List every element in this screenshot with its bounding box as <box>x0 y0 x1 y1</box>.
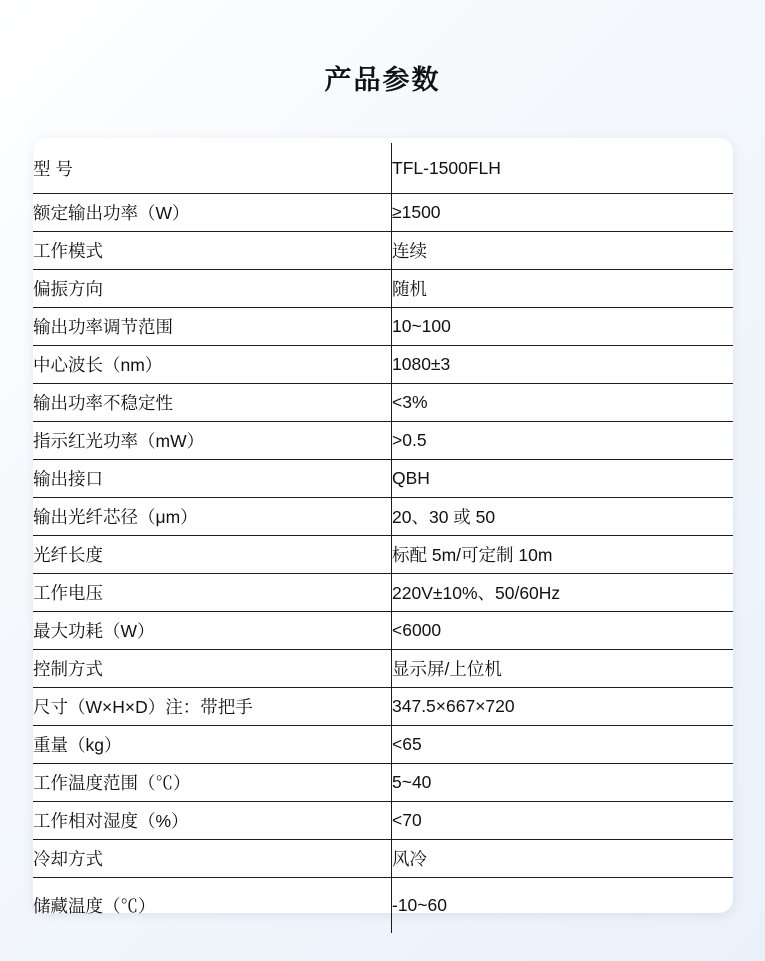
table-row <box>33 688 733 726</box>
spec-value: 连续 <box>392 232 734 270</box>
spec-name: 工作电压 <box>33 574 392 612</box>
spec-name: 输出接口 <box>33 460 392 498</box>
spec-value: TFL-1500FLH <box>392 143 734 194</box>
table-row <box>33 840 733 878</box>
table-row <box>33 308 733 346</box>
table-row <box>33 764 733 802</box>
spec-value: 220V±10%、50/60Hz <box>392 574 734 612</box>
spec-table <box>33 143 733 933</box>
table-row <box>33 460 733 498</box>
spec-name: 额定输出功率（W） <box>33 194 392 232</box>
table-row <box>33 802 733 840</box>
spec-value: 标配 5m/可定制 10m <box>392 536 734 574</box>
spec-name: 工作温度范围（℃） <box>33 764 392 802</box>
spec-value: >0.5 <box>392 422 734 460</box>
spec-value: 风冷 <box>392 840 734 878</box>
spec-value: 10~100 <box>392 308 734 346</box>
spec-name: 中心波长（nm） <box>33 346 392 384</box>
spec-value: ≥1500 <box>392 194 734 232</box>
spec-value: 随机 <box>392 270 734 308</box>
spec-value: 20、30 或 50 <box>392 498 734 536</box>
spec-value: 5~40 <box>392 764 734 802</box>
spec-value: <6000 <box>392 612 734 650</box>
spec-name: 储藏温度（℃） <box>33 878 392 934</box>
table-row <box>33 878 733 934</box>
table-row <box>33 422 733 460</box>
spec-value: <65 <box>392 726 734 764</box>
table-row <box>33 726 733 764</box>
spec-value: <3% <box>392 384 734 422</box>
page-title: 产品参数 <box>324 65 441 95</box>
spec-name: 最大功耗（W） <box>33 612 392 650</box>
table-row <box>33 650 733 688</box>
spec-name: 输出功率不稳定性 <box>33 384 392 422</box>
table-row <box>33 384 733 422</box>
spec-name: 光纤长度 <box>33 536 392 574</box>
spec-name: 型 号 <box>33 143 392 194</box>
table-row <box>33 536 733 574</box>
spec-value: <70 <box>392 802 734 840</box>
spec-name: 重量（kg） <box>33 726 392 764</box>
spec-name: 输出功率调节范围 <box>33 308 392 346</box>
spec-name: 工作模式 <box>33 232 392 270</box>
table-row <box>33 194 733 232</box>
spec-name: 控制方式 <box>33 650 392 688</box>
spec-name: 冷却方式 <box>33 840 392 878</box>
spec-value: 1080±3 <box>392 346 734 384</box>
spec-name: 尺寸（W×H×D）注：带把手 <box>33 688 392 726</box>
spec-value: QBH <box>392 460 734 498</box>
spec-name: 指示红光功率（mW） <box>33 422 392 460</box>
table-row <box>33 498 733 536</box>
spec-name: 输出光纤芯径（μm） <box>33 498 392 536</box>
spec-name: 偏振方向 <box>33 270 392 308</box>
table-row <box>33 612 733 650</box>
spec-name: 工作相对湿度（%） <box>33 802 392 840</box>
table-row <box>33 143 733 194</box>
table-row <box>33 270 733 308</box>
spec-value: -10~60 <box>392 895 447 915</box>
table-row <box>33 346 733 384</box>
table-row <box>33 232 733 270</box>
spec-value: 347.5×667×720 <box>392 688 734 726</box>
spec-value: 显示屏/上位机 <box>392 650 734 688</box>
table-row <box>33 574 733 612</box>
